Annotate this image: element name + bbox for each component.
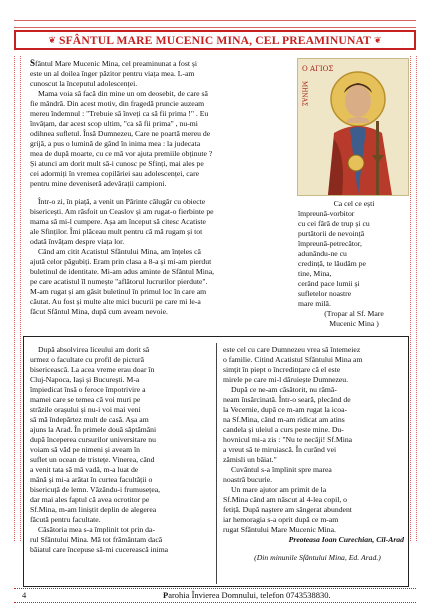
- text-line: străzile orașului și nu-i voi mai veni: [30, 405, 141, 414]
- text-line: mirele pe care mi-l dăruiește Dumnezeu.: [223, 375, 349, 384]
- text-line: mama să mi-l cumpere. Așa am început să citesc Acatiste: [30, 217, 206, 226]
- paragraph: [30, 247, 290, 317]
- mid-section: [30, 197, 290, 317]
- text-line: mereu îndemnul : "Trebuie să înveți ca să fii prima !" . Eu: [30, 109, 209, 118]
- left-ornament-border: [14, 56, 21, 541]
- page-number: 4: [22, 590, 27, 600]
- testimony-right-column: [223, 345, 404, 563]
- text-line: învățam, dar acest scop ultim, "ca să fii prima" , nu-mi: [30, 119, 198, 128]
- text-line: o familie. Citind Acatistul Sfântului Mina am: [223, 355, 363, 364]
- caption-line: sufletelor noastre: [298, 289, 352, 298]
- text-line: Un mare ajutor am primit de la: [231, 485, 327, 494]
- paragraph: [30, 345, 210, 525]
- text-line: după începerea cursurilor universitare nu: [30, 435, 156, 444]
- drop-cap: S: [30, 58, 36, 68]
- signature: Preoteasa Ioan Curechian, Cil-Arad: [288, 535, 404, 544]
- caption-line: tine, Mina,: [298, 269, 332, 278]
- paragraph: [30, 89, 290, 189]
- text-line: ale Sfinților. Îmi plăceau mult pentru că mă rugam și tot: [30, 227, 203, 236]
- text-line: mamei care se temea că voi muri pe: [30, 395, 141, 404]
- caption-line: cu cei fără de trup și cu: [298, 219, 370, 228]
- text-line: rul Sfântului Mina. Mă tot frământam dacă: [30, 535, 163, 544]
- text-line: hovnicul mi-a zis : "Nu te necăji! Sf.Mina: [223, 435, 353, 444]
- text-line: cei adormiți în vremea copilăriei sau adolescenței, care: [30, 169, 200, 178]
- text-line: buletinul de identitate. Mi-am adus aminte de Sfântul Mina,: [30, 267, 215, 276]
- text-line: Sf.Mina, m-am liniștit deplin de alegerea: [30, 505, 157, 514]
- text-line: suflet un ocean de tristețe. Vinerea, când: [30, 455, 155, 464]
- paragraph: [30, 197, 290, 247]
- text-line: Într-o zi, în piață, a venit un Părinte călugăr cu obiecte: [38, 197, 206, 206]
- text-line: odată învățam despre viața lor.: [30, 237, 125, 246]
- text-line: Când am citit Acatistul Sfântului Mina, am înțeles că: [38, 247, 201, 256]
- text-line: fetiță. După naștere am sângerat abundent: [223, 505, 352, 514]
- paragraph: [223, 345, 404, 385]
- text-line: ajuns la Arad. În primele două săptămâni: [30, 425, 157, 434]
- testimony-left-column: [30, 345, 210, 555]
- intro-section: [30, 58, 290, 189]
- text-line: M-am rugat și am găsit buletinul în primul loc în care am: [30, 287, 207, 296]
- text-line: este cel cu care Dumnezeu vrea să întemeiez: [223, 345, 361, 354]
- right-ornament-border: [410, 56, 417, 541]
- text-line: voiam să văd pe nimeni și aveam în: [30, 445, 140, 454]
- text-line: neam însărcinată. Într-o seară, plecând de: [223, 395, 351, 404]
- text-line: Cuvântul s-a împlinit spre marea: [231, 465, 332, 474]
- flower-ornament-icon: ❦: [48, 34, 56, 45]
- text-line: bisericești. Am răsfoit un Ceaslov și am rugat-o fierbinte pe: [30, 207, 214, 216]
- troparion-caption: [298, 199, 410, 329]
- footer-initial: P: [163, 590, 169, 600]
- paragraph: [30, 525, 210, 555]
- paragraph: [223, 485, 404, 535]
- text-line: pe care acatistul îl numește "aflătorul lucrurilor pierdute".: [30, 277, 208, 286]
- text-line: a venit tata să mă vadă, m-a luat de: [30, 465, 139, 474]
- icon-label-top: Ο ΑΓΙΟΣ: [302, 65, 334, 73]
- caption-line: Ca cel ce ești: [333, 199, 375, 208]
- icon-label-side: ΜΗΝΑΣ: [300, 81, 308, 107]
- top-ornament-border: [14, 20, 416, 28]
- page-title: SFÂNTUL MARE MUCENIC MINA, CEL PREAMINUNAT: [58, 33, 372, 47]
- text-line: Și atunci am dorit mult să-i cunosc pe Sfinți, mai ales pe: [30, 159, 204, 168]
- paragraph: [223, 385, 404, 465]
- caption-line: adunându-ne cu: [298, 249, 347, 258]
- caption-line: cerând pace lumii și: [298, 279, 360, 288]
- text-line: ajută celor păgubiți. Eram prin clasa a 8-a și mi-am pierdut: [30, 257, 212, 266]
- text-line: Sf.Mina când am născut al 4-lea copil, o: [223, 495, 348, 504]
- text-line: noastră bucurie.: [223, 475, 273, 484]
- text-line: zămisli un băiat.": [223, 455, 277, 464]
- text-line: băiatul care începuse să-mi cucerească inima: [30, 545, 169, 554]
- text-line: cunoscut la începutul adolescenței.: [30, 79, 138, 88]
- source-note: (Din minunile Sfântului Mina, Ed. Arad.): [254, 553, 381, 562]
- footer-contact: arohia Învierea Domnului, telefon 0743538830.: [168, 590, 331, 600]
- saint-icon-image: [297, 58, 409, 196]
- text-line: a vreut să te miruiască. În curând vei: [223, 445, 337, 454]
- text-line: iar hemoragia s-a oprit după ce m-am: [223, 515, 339, 524]
- text-line: na Sf.Mina, când m-am ridicat am atins: [223, 415, 345, 424]
- caption-source: (Tropar al Sf. Mare: [324, 309, 384, 318]
- text-line: dar mai ales faptul că avea ocrotitor pe: [30, 495, 150, 504]
- text-line: Căsătoria mea s-a împlinit tot prin da-: [38, 525, 155, 534]
- text-line: mea de după moarte, cu ce mă vor ajuta premiile obținute ?: [30, 149, 213, 158]
- flower-ornament-icon: ❦: [374, 34, 382, 45]
- text-line: căutat. Au fost și multe alte mici bucurii pe care mi le-a: [30, 297, 201, 306]
- intro-paragraph: [30, 58, 290, 89]
- text-line: rugat Sfântului Mare Mucenic Mina.: [223, 525, 336, 534]
- text-line: După absolvirea liceului am dorit să: [38, 345, 150, 354]
- caption-line: mare milă.: [298, 299, 331, 308]
- caption-line: împreună-vorbitor: [298, 209, 355, 218]
- text-line: urmez o facultate cu profil de pictură: [30, 355, 144, 364]
- text-line: Mama voia să facă din mine un om deosebit, de care să: [38, 89, 208, 98]
- text-line: După ce ne-am căsătorit, nu râmâ-: [231, 385, 337, 394]
- text-line: fântul Mare Mucenic Mina, cel preaminunat a fost și: [35, 59, 198, 68]
- text-line: mână și mi-a arătat în curtea facultății o: [30, 475, 153, 484]
- text-line: la Vecernie, după ce m-am rugat la icoa-: [223, 405, 348, 414]
- text-line: grijă, a pus o lumină de gând în inima mea : la judecata: [30, 139, 201, 148]
- text-line: candela și uleiul a curs peste mine. Du-: [223, 425, 344, 434]
- text-line: să mă îndepărtez mult de casă. Așa am: [30, 415, 149, 424]
- caption-source: Mucenic Mina ): [329, 319, 379, 328]
- text-line: fie mândră. Din acest motiv, din fragedă pruncie auzeam: [30, 99, 205, 108]
- text-line: împiedicat însă o feroce împotrivire a: [30, 385, 146, 394]
- text-line: Cluj-Napoca, Iași și București. M-a: [30, 375, 140, 384]
- caption-line: împreună-petrecător,: [298, 239, 362, 248]
- title-banner: [14, 30, 416, 50]
- text-line: este un al doilea înger păzitor pentru viața mea. L-am: [30, 69, 195, 78]
- footer-parish: [163, 590, 331, 600]
- text-line: odihnea sufletul. Însă Dumnezeu, Care ne poartă mereu de: [30, 129, 211, 138]
- column-divider: [216, 343, 217, 584]
- caption-line: credință, te lăudăm pe: [298, 259, 366, 268]
- saint-mina-icon: [298, 59, 408, 195]
- paragraph: [223, 465, 404, 485]
- text-line: făcut Sfântul Mina, după cum aveam nevoie.: [30, 307, 168, 316]
- text-line: bisericească. La acea vreme erau doar în: [30, 365, 155, 374]
- text-line: bisericuță de lemn. Văzându-i frumusețea,: [30, 485, 161, 494]
- caption-line: purtătorii de nevoință: [298, 229, 365, 238]
- text-line: făcută pentru facultate.: [30, 515, 101, 524]
- text-line: simțit în piept o încredințare că el este: [223, 365, 341, 374]
- text-line: pentru mine deveniseră adevărații campioni.: [30, 179, 167, 188]
